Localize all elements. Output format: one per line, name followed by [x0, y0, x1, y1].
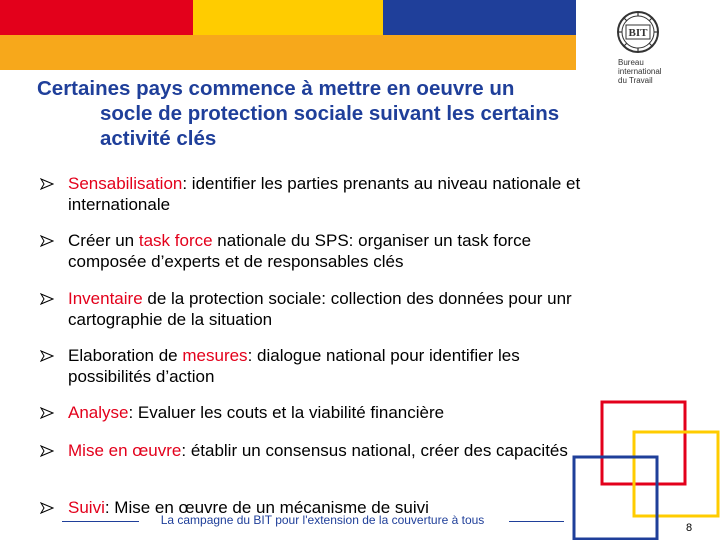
footer-rule-left [62, 521, 139, 522]
item-text: de la protection sociale: collection des données pour unr cartographie de la situation [68, 289, 572, 329]
item-text: : Mise en œuvre de un mécanisme de suivi [104, 498, 429, 517]
red-square [602, 402, 685, 484]
logo-line-1: Bureau [618, 58, 644, 67]
item-text: nationale du SPS: organiser un task force composée d’experts et de responsables clés [68, 231, 532, 271]
header-band-blue [383, 0, 576, 35]
item-text: : identifier les parties prenants au niveau nationale et internationale [68, 174, 581, 214]
yellow-square [634, 432, 718, 516]
item-keyword: task force [138, 231, 213, 250]
item-text: : Evaluer les couts et la viabilité financière [128, 403, 445, 422]
list-item [40, 173, 600, 215]
header-band-yellow [193, 0, 383, 35]
list-item [40, 345, 600, 387]
footer-text: La campagne du BIT pour l'extension de la couverture à tous [160, 513, 485, 527]
hollow-arrow-bullet-icon [40, 407, 54, 419]
title-line-1: Certaines pays commence à mettre en oeuvre un [37, 77, 515, 100]
footer-rule-right [509, 521, 564, 522]
slide-title [37, 76, 657, 151]
item-keyword: Analyse [68, 403, 129, 422]
ilo-emblem-icon [616, 10, 660, 54]
list-item [40, 440, 600, 461]
item-keyword: Suivi [68, 498, 105, 517]
header-band-orange [0, 35, 576, 70]
logo-line-3: du Travail [618, 76, 653, 85]
item-keyword: Sensabilisation [68, 174, 183, 193]
list-item [40, 402, 600, 423]
title-line-2: socle de protection sociale suivant les certains [100, 102, 560, 125]
item-prefix: Elaboration de [68, 346, 183, 365]
blue-square [574, 457, 657, 539]
list-item [40, 288, 600, 330]
hollow-arrow-bullet-icon [40, 293, 54, 305]
item-text: : dialogue national pour identifier les possibilités d’action [68, 346, 520, 386]
hollow-arrow-bullet-icon [40, 235, 54, 247]
header-band-red [0, 0, 193, 35]
logo-line-2: international [618, 67, 662, 76]
item-text: : établir un consensus national, créer des capacités [181, 441, 568, 460]
item-keyword: mesures [182, 346, 248, 365]
hollow-arrow-bullet-icon [40, 502, 54, 514]
overlapping-squares-icon [565, 395, 720, 540]
ilo-emblem-text: BIT [628, 27, 648, 39]
list-item [40, 230, 600, 272]
hollow-arrow-bullet-icon [40, 445, 54, 457]
title-line-3: activité clés [100, 127, 217, 150]
item-prefix: Créer un [68, 231, 139, 250]
hollow-arrow-bullet-icon [40, 178, 54, 190]
hollow-arrow-bullet-icon [40, 350, 54, 362]
item-keyword: Mise en œuvre [68, 441, 182, 460]
page-number: 8 [686, 522, 693, 534]
item-keyword: Inventaire [68, 289, 143, 308]
